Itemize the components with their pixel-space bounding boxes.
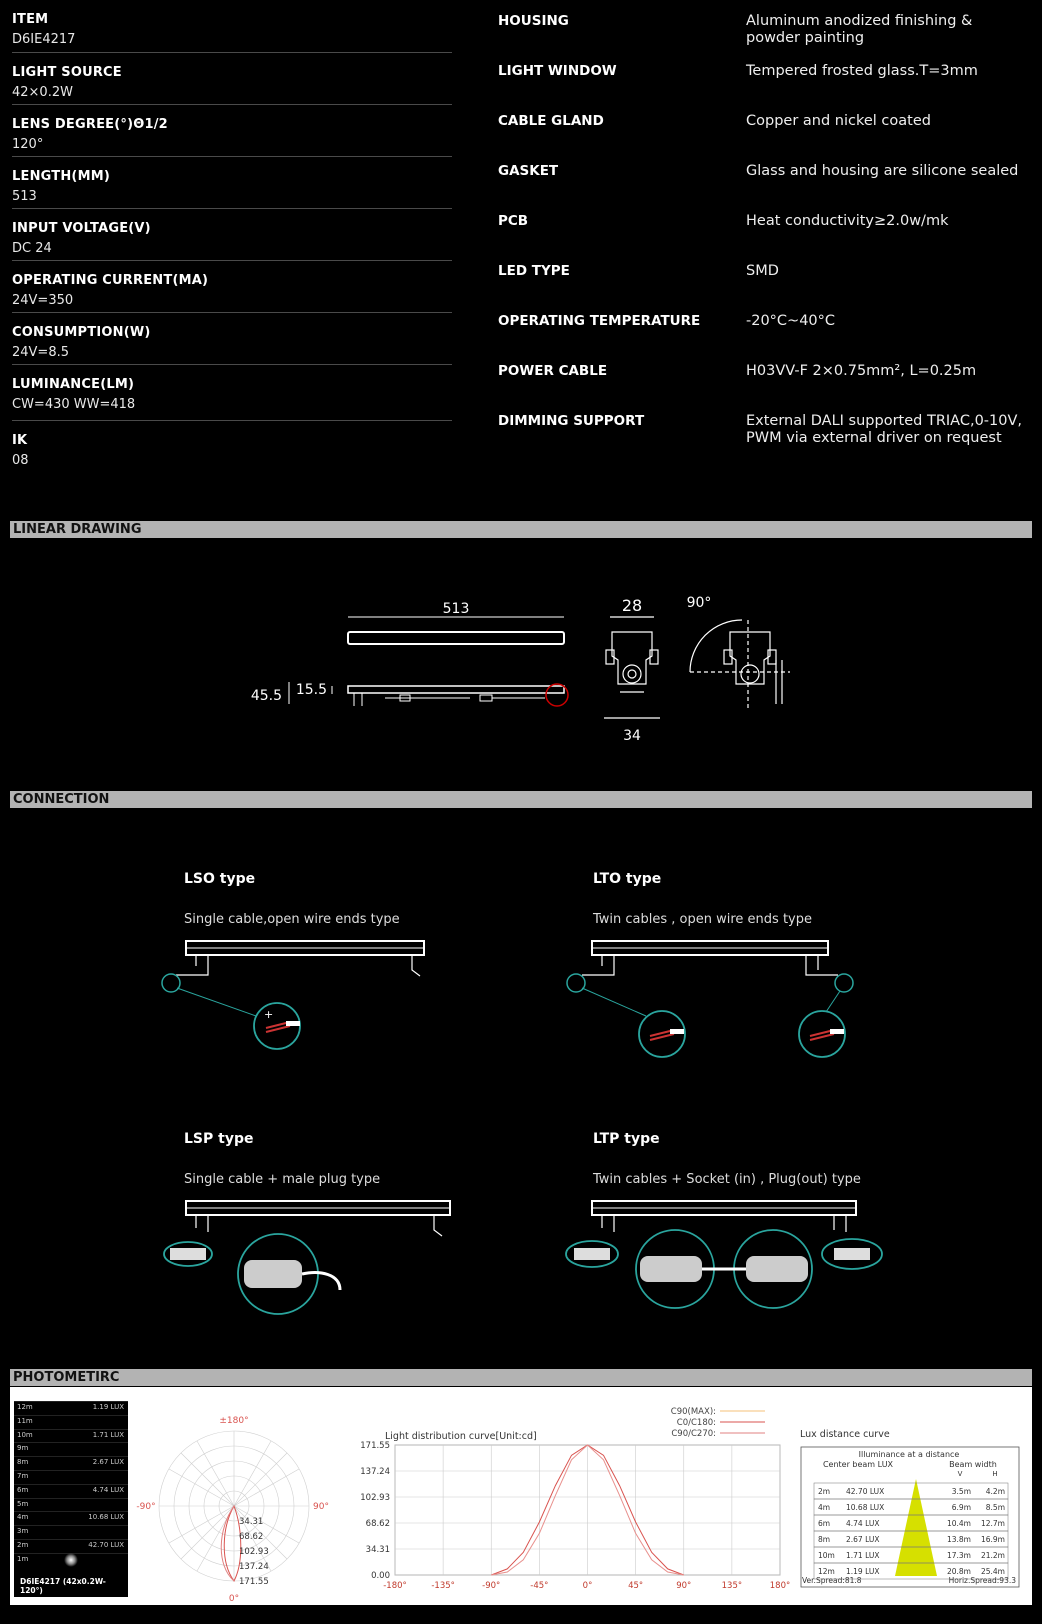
lux-cell-v: 17.3m — [946, 1551, 971, 1560]
lux-cell-d: 6m — [818, 1519, 831, 1528]
legend-c0: C0/C180: — [676, 1418, 716, 1428]
isolux-distance: 1m — [17, 1554, 29, 1563]
polar-label-right: 90° — [313, 1502, 329, 1512]
spec-value: SMD — [746, 263, 779, 279]
polar-label-bottom: 0° — [228, 1594, 240, 1604]
y-tick-label: 34.31 — [365, 1545, 390, 1555]
lux-cell-v: 20.8m — [946, 1567, 971, 1576]
ltp-desc: Twin cables + Socket (in) , Plug(out) type — [593, 1172, 861, 1187]
svg-text:+: + — [264, 1008, 274, 1021]
x-tick-label: -180° — [383, 1581, 407, 1591]
spec-value: H03VV-F 2×0.75mm², L=0.25m — [746, 363, 977, 379]
section-title: CONNECTION — [13, 792, 110, 807]
spec-value: Tempered frosted glass.T=3mm — [746, 63, 978, 79]
spec-label: DIMMING SUPPORT — [498, 413, 645, 429]
isolux-distance: 5m — [17, 1499, 29, 1508]
isolux-caption: D6IE4217 (42x0.2W-120°) — [20, 1577, 106, 1595]
horiz-spread: Horiz.Spread:93.3 — [948, 1576, 1016, 1585]
spec-row — [12, 105, 452, 157]
dim-width-top: 28 — [621, 596, 643, 615]
lux-cell-v: 6.9m — [951, 1503, 971, 1512]
lux-cell-h: 16.9m — [980, 1535, 1005, 1544]
polar-ring-2: 68.62 — [239, 1532, 264, 1542]
chart-title: Light distribution curve[Unit:cd] — [385, 1431, 537, 1442]
fixture-side-view — [289, 682, 564, 706]
chart-y-ticks — [360, 1441, 390, 1581]
x-tick-label: 90° — [676, 1581, 692, 1591]
spec-row — [12, 421, 452, 473]
lsp-desc: Single cable + male plug type — [184, 1172, 381, 1187]
ltp-title: LTP type — [593, 1131, 660, 1147]
section-photometric — [10, 1369, 1032, 1386]
ltp-diagram — [566, 1201, 882, 1308]
chart-grid — [395, 1445, 780, 1575]
lso-diagram — [162, 941, 424, 1049]
y-tick-label: 137.24 — [360, 1467, 390, 1477]
spec-value: Heat conductivity≥2.0w/mk — [746, 213, 949, 229]
y-tick-label: 68.62 — [365, 1519, 390, 1529]
spec-value: Aluminum anodized finishing & powder painting — [746, 13, 973, 46]
spec-table-left — [12, 0, 452, 473]
legend-c90max: C90(MAX): — [670, 1407, 716, 1417]
lux-row-frame — [814, 1483, 1008, 1499]
lux-col2: Beam width — [949, 1460, 997, 1469]
spec-value: -20°C~40°C — [746, 313, 836, 329]
isolux-distance: 11m — [17, 1416, 33, 1425]
polar-ring-3: 102.93 — [239, 1547, 269, 1557]
fixture-rotate-view — [690, 620, 790, 710]
linear-drawing — [0, 560, 1042, 760]
beam-triangle — [895, 1479, 937, 1576]
spec-value: D6IE4217 — [12, 32, 76, 47]
isolux-row — [14, 1539, 128, 1553]
polar-ring-5: 171.55 — [239, 1577, 269, 1587]
lux-cell-v: 13.8m — [946, 1535, 971, 1544]
lux-distance-svg — [780, 1387, 1030, 1605]
spec-value: DC 24 — [12, 241, 52, 256]
light-glow — [64, 1553, 78, 1567]
spec-label: GASKET — [498, 163, 559, 179]
photometric-panel — [10, 1387, 1032, 1605]
spec-label: CABLE GLAND — [498, 113, 604, 129]
isolux-value: 1.71 LUX — [92, 1430, 124, 1439]
dim-angle: 90° — [686, 595, 712, 611]
lux-cell-h: 8.5m — [985, 1503, 1005, 1512]
isolux-row — [14, 1456, 128, 1470]
spec-row — [12, 157, 452, 209]
y-tick-label: 0.00 — [371, 1571, 390, 1581]
lto-title: LTO type — [593, 871, 662, 887]
lux-cell-d: 4m — [818, 1503, 831, 1512]
lux-cell-lux: 2.67 LUX — [846, 1535, 880, 1544]
spec-label: IK — [12, 433, 28, 448]
spec-label: ITEM — [12, 12, 49, 27]
ver-spread: Ver.Spread:81.8 — [802, 1576, 862, 1585]
connection-diagrams — [0, 800, 1042, 1360]
spec-value: Copper and nickel coated — [746, 113, 931, 129]
isolux-row — [14, 1415, 128, 1429]
lux-cell-lux: 10.68 LUX — [846, 1503, 885, 1512]
isolux-distance: 6m — [17, 1485, 29, 1494]
lux-cell-v: 10.4m — [946, 1519, 971, 1528]
isolux-row — [14, 1525, 128, 1539]
polar-diagram — [134, 1387, 344, 1605]
spec-label: PCB — [498, 213, 529, 229]
spec-row — [12, 209, 452, 261]
x-tick-label: -90° — [482, 1581, 501, 1591]
lux-cell-h: 21.2m — [980, 1551, 1005, 1560]
polar-label-top: ±180° — [219, 1416, 249, 1426]
section-title: LINEAR DRAWING — [13, 522, 142, 537]
y-tick-label: 102.93 — [360, 1493, 390, 1503]
section-title: PHOTOMETIRC — [13, 1370, 120, 1385]
isolux-value: 4.74 LUX — [92, 1485, 124, 1494]
lux-cell-v: 3.5m — [951, 1487, 971, 1496]
x-tick-label: 180° — [769, 1581, 790, 1591]
lto-diagram — [567, 941, 853, 1057]
isolux-row — [14, 1401, 128, 1415]
polar-ring-4: 137.24 — [239, 1562, 269, 1572]
spec-value: 08 — [12, 453, 29, 468]
linear-drawing-svg — [0, 560, 1042, 760]
lux-cell-d: 10m — [818, 1551, 835, 1560]
spec-label: OPERATING TEMPERATURE — [498, 313, 701, 329]
chart-legend — [671, 1407, 765, 1439]
isolux-distance: 12m — [17, 1403, 33, 1411]
dim-height-total: 45.5 — [250, 688, 282, 704]
lux-cell-lux: 1.19 LUX — [846, 1567, 880, 1576]
lux-cell-h: 4.2m — [985, 1487, 1005, 1496]
x-tick-label: 45° — [628, 1581, 644, 1591]
isolux-distance: 4m — [17, 1513, 29, 1522]
fixture-end-view — [604, 617, 660, 718]
y-tick-label: 171.55 — [360, 1441, 390, 1451]
isolux-distance: 2m — [17, 1541, 29, 1549]
isolux-row — [14, 1484, 128, 1498]
light-distribution-chart — [350, 1387, 790, 1605]
spec-label: OPERATING CURRENT(MA) — [12, 273, 209, 288]
lux-cell-lux: 42.70 LUX — [846, 1487, 885, 1496]
spec-row — [12, 53, 452, 105]
lux-cell-d: 8m — [818, 1535, 831, 1544]
spec-value: External DALI supported TRIAC,0-10V, PWM via external driver on request — [746, 413, 1023, 446]
isolux-value: 10.68 LUX — [88, 1513, 124, 1522]
isolux-value: 1.19 LUX — [92, 1403, 124, 1411]
lux-distance-chart — [780, 1387, 1030, 1605]
isolux-distance: 7m — [17, 1472, 29, 1480]
spec-label: LENS DEGREE(°)Θ1/2 — [12, 117, 168, 132]
lso-desc: Single cable,open wire ends type — [184, 912, 400, 927]
spec-value: 24V=350 — [12, 293, 74, 308]
spec-label: LED TYPE — [498, 263, 570, 279]
spec-label: HOUSING — [498, 13, 569, 29]
legend-c90: C90/C270: — [671, 1429, 716, 1439]
lux-table-title: Illuminance at a distance — [858, 1450, 960, 1459]
spec-value: 42×0.2W — [12, 85, 73, 100]
spec-label: LUMINANCE(LM) — [12, 377, 135, 392]
isolux-value: 2.67 LUX — [92, 1458, 124, 1467]
lux-cell-lux: 1.71 LUX — [846, 1551, 880, 1560]
spec-value: 120° — [12, 137, 44, 152]
spec-value: 24V=8.5 — [12, 345, 70, 360]
x-tick-label: -135° — [431, 1581, 455, 1591]
lux-title: Lux distance curve — [800, 1429, 890, 1440]
spec-label: LIGHT WINDOW — [498, 63, 617, 79]
spec-row — [12, 365, 452, 421]
isolux-distance: 3m — [17, 1527, 29, 1536]
lux-cell-h: 25.4m — [980, 1567, 1005, 1576]
isolux-column — [14, 1401, 128, 1597]
lux-cell-d: 12m — [818, 1567, 835, 1576]
chart-x-ticks — [383, 1581, 790, 1591]
isolux-distance: 9m — [17, 1444, 29, 1453]
section-linear-drawing — [10, 521, 1032, 538]
lso-title: LSO type — [184, 871, 256, 887]
spec-row — [12, 0, 452, 53]
lux-col1: Center beam LUX — [822, 1460, 894, 1469]
spec-row — [12, 313, 452, 365]
lsp-diagram — [164, 1201, 450, 1314]
lsp-title: LSP type — [184, 1131, 254, 1147]
lux-cell-h: 12.7m — [980, 1519, 1005, 1528]
isolux-distance: 8m — [17, 1458, 29, 1467]
isolux-distance: 10m — [17, 1430, 33, 1439]
polar-label-left: -90° — [136, 1502, 156, 1512]
detail-circle — [546, 684, 568, 706]
isolux-row — [14, 1442, 128, 1456]
spec-label: INPUT VOLTAGE(V) — [12, 221, 151, 236]
isolux-row — [14, 1470, 128, 1484]
lux-cell-d: 2m — [818, 1487, 831, 1496]
isolux-row — [14, 1511, 128, 1525]
polar-ring-1: 34.31 — [239, 1517, 264, 1527]
dim-length: 513 — [442, 601, 470, 617]
isolux-row — [14, 1498, 128, 1512]
spec-value: Glass and housing are silicone sealed — [746, 163, 1019, 179]
spec-label: POWER CABLE — [498, 363, 608, 379]
lux-col-h: H — [992, 1470, 998, 1478]
spec-value: CW=430 WW=418 — [12, 397, 136, 412]
lux-col-v: V — [957, 1470, 963, 1478]
x-tick-label: -45° — [530, 1581, 549, 1591]
spec-value: 513 — [12, 189, 37, 204]
fixture-top-view — [348, 617, 564, 644]
isolux-value: 42.70 LUX — [88, 1541, 124, 1549]
spec-label: CONSUMPTION(W) — [12, 325, 151, 340]
connection-types — [0, 800, 1042, 1360]
spec-label: LIGHT SOURCE — [12, 65, 122, 80]
x-tick-label: 135° — [721, 1581, 743, 1591]
dim-height-body: 15.5 — [295, 682, 327, 698]
x-tick-label: 0° — [582, 1581, 593, 1591]
dim-width-bottom: 34 — [623, 728, 641, 744]
spec-row — [12, 261, 452, 313]
lux-cell-lux: 4.74 LUX — [846, 1519, 880, 1528]
isolux-row — [14, 1429, 128, 1443]
lto-desc: Twin cables , open wire ends type — [593, 912, 812, 927]
spec-label: LENGTH(MM) — [12, 169, 110, 184]
